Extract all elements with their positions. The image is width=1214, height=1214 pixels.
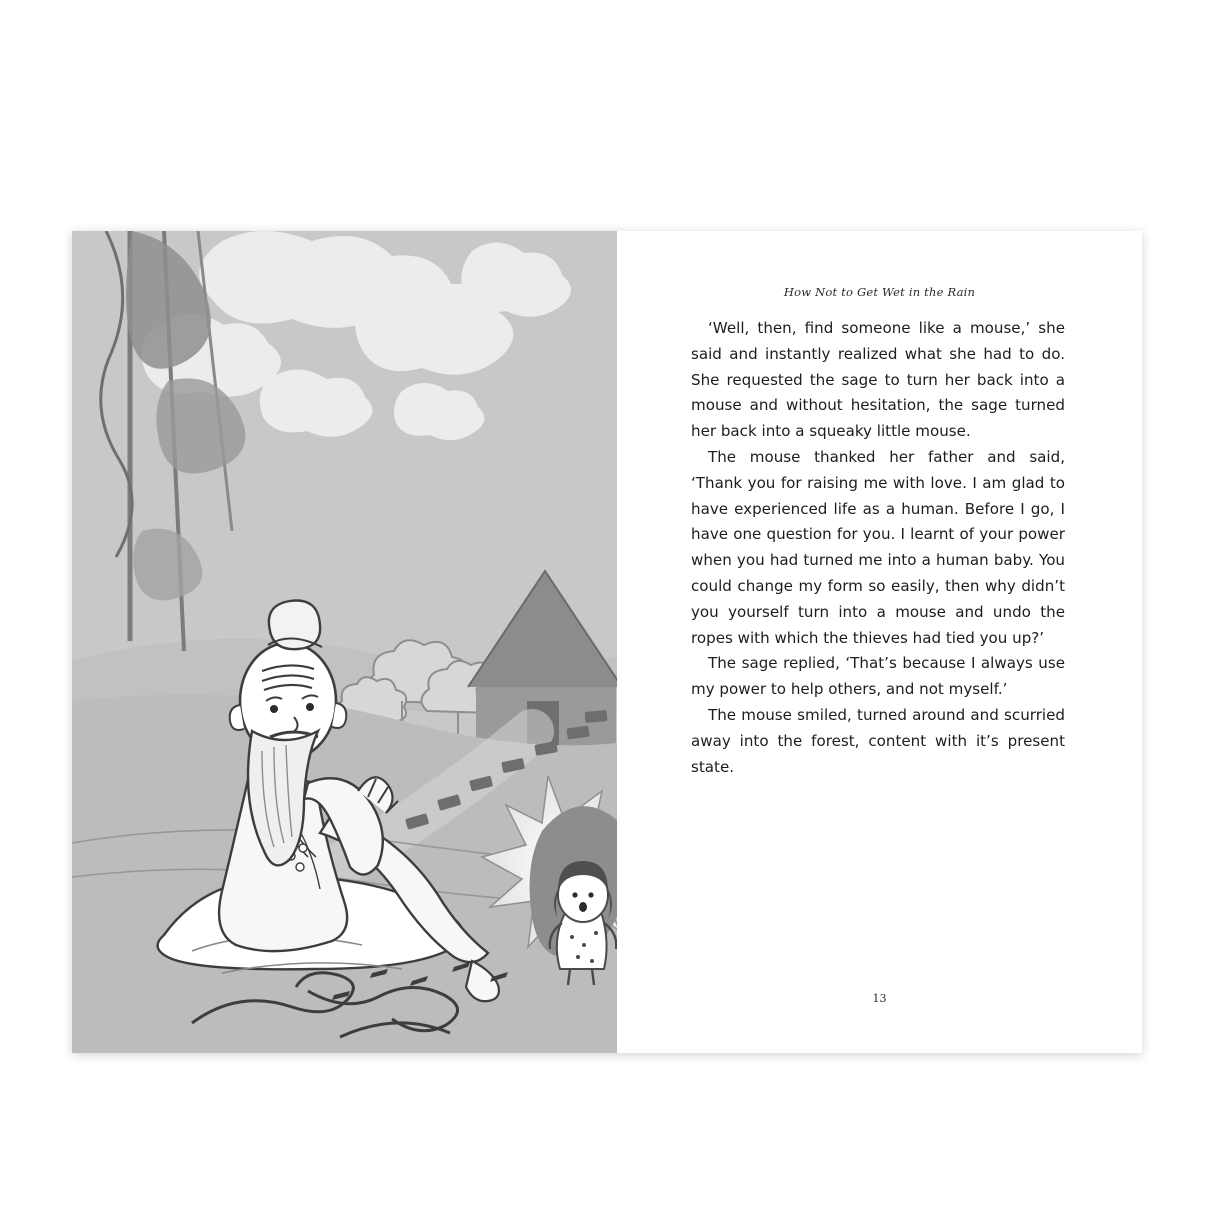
book-spread	[72, 231, 1142, 1053]
illustration-page	[72, 231, 617, 1053]
sage-and-child-illustration	[72, 231, 617, 1053]
text-page	[617, 231, 1142, 1053]
paragraph: The mouse thanked her father and said, ‘Thank you for raising me with love. I am glad to have experienced life as a human. Before I go, I have one question for you. I learnt of your power when you had turned me into a human baby. You could change my form so easily, then why didn’t you yourself turn into a mouse and undo the ropes with which the thieves had tied you up?’	[691, 447, 1065, 647]
running-head: How Not to Get Wet in the Rain	[783, 285, 976, 299]
paragraph: The mouse smiled, turned around and scurried away into the forest, content with it’s present state.	[691, 705, 1065, 776]
body-text	[691, 316, 1065, 780]
paragraph: The sage replied, ‘That’s because I always use my power to help others, and not myself.’	[691, 654, 1065, 699]
page-number: 13	[872, 992, 887, 1005]
paragraph: ‘Well, then, find someone like a mouse,’ she said and instantly realized what she had to do. She requested the sage to turn her back into a mouse and without hesitation, the sage turned her back into a squeaky little mouse.	[691, 319, 1065, 441]
